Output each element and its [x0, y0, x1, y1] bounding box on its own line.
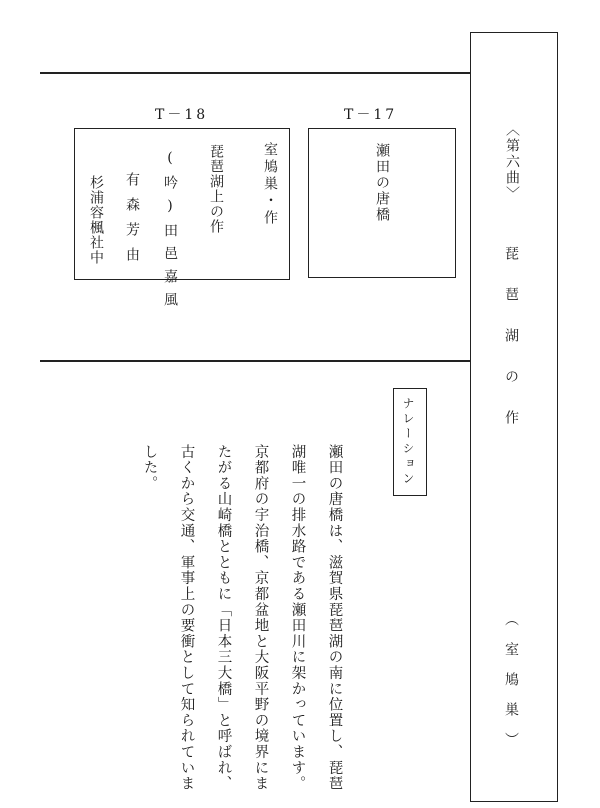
composer-credit: 室鳩巣・作	[262, 142, 278, 227]
chapter-author: （室鳩巣）	[503, 612, 519, 762]
narration-line-2: 湖唯一の排水路である瀬田川に架かっています。	[289, 444, 306, 792]
chapter-number: 〈第六曲〉	[504, 122, 520, 202]
piece-title-t18: 琵琶湖上の作	[208, 144, 224, 234]
top-rule	[40, 72, 470, 74]
track-code-t17: T－17	[344, 107, 398, 123]
track-box-t18	[74, 128, 290, 280]
track-code-t18: T－18	[155, 107, 209, 123]
narration-label: ナレーション	[401, 397, 415, 487]
group-credit: 杉浦容楓社中	[88, 175, 104, 265]
middle-rule	[40, 360, 470, 362]
shakuhachi-credit: 有森芳由	[124, 172, 140, 272]
narration-line-1: 瀬田の唐橋は、滋賀県琵琶湖の南に位置し、琵琶	[326, 444, 343, 792]
narration-line-3: 京都府の宇治橋、京都盆地と大阪平野の境界にま	[252, 444, 269, 792]
narration-line-4: たがる山崎橋とともに「日本三大橋」と呼ばれ、	[215, 444, 232, 792]
narration-line-6: した。	[141, 444, 158, 492]
narration-line-5: 古くから交通、軍事上の要衝として知られていま	[178, 444, 195, 792]
piece-title-t17: 瀬田の唐橋	[374, 143, 390, 223]
chapter-title: 琵琶湖の作	[503, 246, 519, 451]
reciter-credit: (吟)田邑嘉風	[162, 150, 178, 315]
